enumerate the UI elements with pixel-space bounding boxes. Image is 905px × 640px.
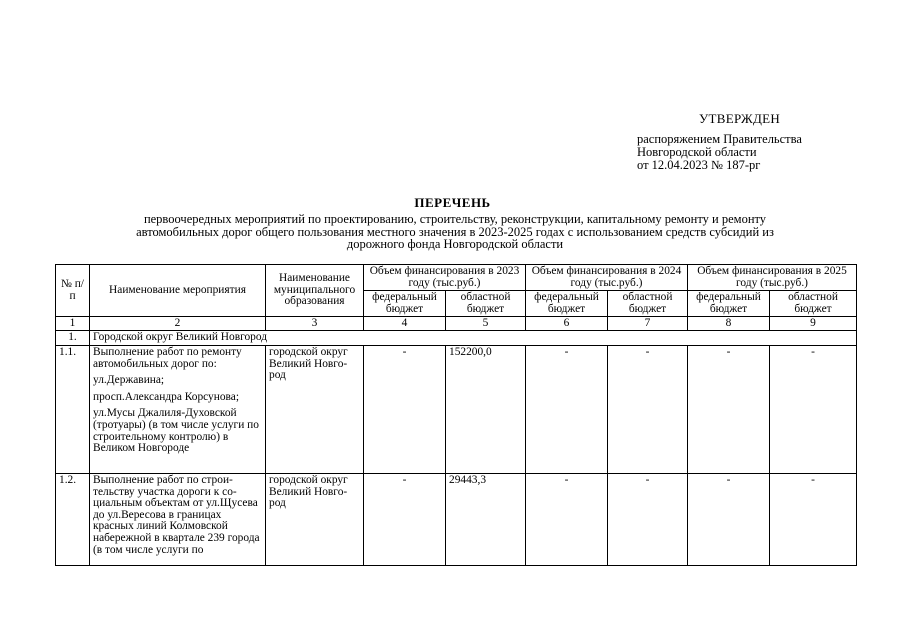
header-row	[56, 265, 857, 291]
column-index-row	[56, 317, 857, 331]
column-index: 7	[608, 317, 688, 331]
document-title: ПЕРЕЧЕНЬ	[414, 195, 491, 210]
table-row	[56, 473, 857, 565]
header-federal-2023: федеральный бюджет	[364, 291, 446, 317]
row-reg-2024: -	[608, 473, 688, 565]
header-regional-2023: областной бюджет	[446, 291, 526, 317]
row-description-line: ул.Державина;	[93, 374, 165, 387]
column-index: 3	[266, 317, 364, 331]
row-description	[90, 473, 266, 565]
row-municipality: городской округ Великий Новгород	[266, 473, 364, 565]
column-index: 1	[56, 317, 90, 331]
row-municipality: городской округ Великий Новгород	[266, 345, 364, 473]
table-row	[56, 345, 857, 473]
row-description	[90, 345, 266, 473]
header-name: Наименование мероприятия	[90, 265, 266, 317]
header-federal-2025: федеральный бюджет	[688, 291, 770, 317]
header-municipality: Наименование муниципального образования	[266, 265, 364, 317]
section-name: Городской округ Великий Новгород	[90, 331, 857, 346]
header-regional-2025: областной бюджет	[770, 291, 857, 317]
section-row	[56, 331, 857, 346]
approval-line: от 12.04.2023 № 187-рг	[637, 158, 761, 172]
subtitle-line: дорожного фонда Новгородской области	[346, 237, 564, 251]
row-fed-2023: -	[364, 345, 446, 473]
subtitle-line: автомобильных дорог общего пользования местного значения в 2023-2025 годах с использованием средств субсидий из	[136, 224, 774, 239]
approval-block	[637, 112, 802, 172]
header-2024: Объем финансирования в 2024 году (тыс.руб.)	[526, 265, 688, 291]
row-fed-2023: -	[364, 473, 446, 565]
approval-line: распоряжением Правительства	[637, 132, 802, 146]
row-reg-2024: -	[608, 345, 688, 473]
section-num: 1.	[56, 331, 90, 346]
approval-head: УТВЕРЖДЕН	[699, 111, 781, 126]
column-index: 5	[446, 317, 526, 331]
column-index: 4	[364, 317, 446, 331]
row-description-line: Выполнение работ по строительству участка дороги к социальным объектам от ул.Щусева до ул.Вересова в границах красных линий Колмовской набережной в квартале 239 города (в том числе услуги по	[93, 473, 260, 556]
row-reg-2023: 152200,0	[446, 345, 526, 473]
column-index: 9	[770, 317, 857, 331]
header-2025: Объем финансирования в 2025 году (тыс.руб.)	[688, 265, 857, 291]
header-num: № п/п	[56, 265, 90, 317]
subtitle-line: первоочередных мероприятий по проектированию, строительству, реконструкции, капитальному ремонту и ремонту	[143, 212, 767, 226]
header-federal-2024: федеральный бюджет	[526, 291, 608, 317]
header-regional-2024: областной бюджет	[608, 291, 688, 317]
row-reg-2023: 29443,3	[446, 473, 526, 565]
document-subtitle	[60, 213, 850, 251]
row-num: 1.2.	[56, 473, 90, 565]
header-2023: Объем финансирования в 2023 году (тыс.руб.)	[364, 265, 526, 291]
row-num: 1.1.	[56, 345, 90, 473]
column-index: 2	[90, 317, 266, 331]
row-description-line: ул.Мусы Джалиля-Духовской (тротуары) (в том числе услуги по строительному контролю) в Великом Новгороде	[93, 407, 259, 455]
approval-line: Новгородской области	[637, 145, 757, 159]
row-reg-2025: -	[770, 345, 857, 473]
row-fed-2025: -	[688, 473, 770, 565]
column-index: 8	[688, 317, 770, 331]
row-fed-2024: -	[526, 345, 608, 473]
row-fed-2024: -	[526, 473, 608, 565]
row-description-line: Выполнение работ по ремонту автомобильных дорог по:	[93, 345, 242, 370]
row-fed-2025: -	[688, 345, 770, 473]
measures-table	[55, 264, 857, 566]
column-index: 6	[526, 317, 608, 331]
row-reg-2025: -	[770, 473, 857, 565]
row-description-line: просп.Александра Корсунова;	[93, 390, 239, 403]
